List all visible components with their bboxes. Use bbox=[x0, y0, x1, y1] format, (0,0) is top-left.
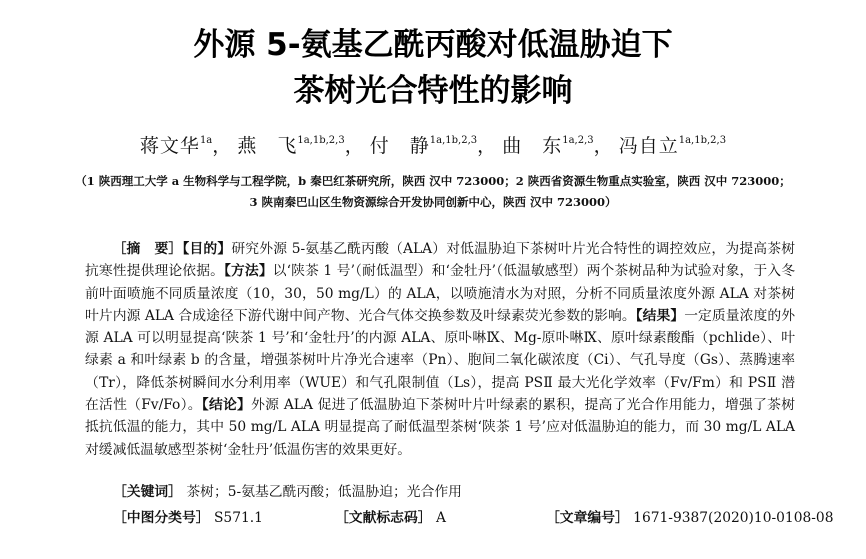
author-affiliation-mark: 1a,1b,2,3 bbox=[678, 135, 727, 146]
author-affiliation-mark: 1a,1b,2,3 bbox=[429, 135, 478, 146]
result-label: 【结果】 bbox=[635, 307, 685, 324]
author-affiliation-mark: 1a,2,3 bbox=[562, 135, 594, 146]
author bbox=[237, 135, 363, 157]
affiliation-line-2: 3 陕南秦巴山区生物资源综合开发协同创新中心，陕西 汉中 723000） bbox=[249, 195, 617, 209]
author bbox=[619, 135, 726, 157]
keywords-value: 茶树；5-氨基乙酰丙酸；低温胁迫；光合作用 bbox=[186, 484, 462, 500]
keywords bbox=[113, 486, 462, 500]
document-code-label: ［文献标志码］ bbox=[335, 510, 432, 526]
abstract bbox=[85, 238, 795, 461]
method-text: 以‘陕茶 1 号’（耐低温型）和‘金牡丹’（低温敏感型）两个茶树品种为试验对象，于入冬前叶面喷施不同质量浓度（10，30，50 mg/L）的 ALA，以喷施清水为对照，分析不同质量浓度外源 ALA 对茶树叶片内源 ALA 合成途径下游代谢中间产物、光合气体交换参数及叶绿素荧光参数的影响。 bbox=[85, 263, 795, 324]
author bbox=[140, 135, 231, 157]
document-code bbox=[335, 512, 446, 526]
affiliation-line-1: （1 陕西理工大学 a 生物科学与工程学院，b 秦巴红茶研究所，陕西 汉中 723000；2 陕西省资源生物重点实验室，陕西 汉中 723000； bbox=[75, 174, 791, 188]
classification-label: ［中图分类号］ bbox=[113, 510, 210, 526]
author-separator: ， bbox=[477, 135, 497, 157]
keywords-label: ［关键词］ bbox=[113, 484, 182, 500]
classification-value: S571.1 bbox=[213, 510, 263, 526]
method-label: 【方法】 bbox=[224, 263, 273, 280]
abstract-label: ［摘 要］ bbox=[112, 241, 183, 257]
author-list bbox=[0, 136, 866, 156]
conclusion-label: 【结论】 bbox=[201, 397, 252, 414]
author-separator: ， bbox=[212, 135, 232, 157]
article-number-label: ［文章编号］ bbox=[546, 510, 629, 526]
objective-text: 研究外源 5-氨基乙酰丙酸（ALA）对低温胁迫下茶树叶片光合特性的调控效应，为提高茶树抗寒性提供理论依据。 bbox=[85, 241, 795, 280]
author-affiliation-mark: 1a,1b,2,3 bbox=[297, 135, 345, 146]
author bbox=[370, 135, 496, 157]
author-separator: ， bbox=[344, 135, 364, 157]
author-separator: ， bbox=[593, 135, 613, 157]
article-number-value: 1671-9387(2020)10-0108-08 bbox=[633, 510, 834, 526]
title-line-1: 外源 5-氨基乙酰丙酸对低温胁迫下 bbox=[193, 27, 673, 63]
article-number bbox=[546, 512, 833, 526]
author-name: 燕 飞 bbox=[237, 135, 298, 157]
document-code-value: A bbox=[435, 510, 446, 526]
article-metadata bbox=[85, 510, 834, 532]
author-name: 付 静 bbox=[369, 135, 430, 157]
author-affiliation-mark: 1a bbox=[199, 135, 213, 146]
title-line-2: 茶树光合特性的影响 bbox=[293, 73, 573, 109]
author-name: 冯自立 bbox=[618, 135, 679, 157]
author bbox=[502, 135, 612, 157]
author-name: 蒋文华 bbox=[139, 135, 200, 157]
objective-label: 【目的】 bbox=[182, 241, 232, 257]
result-text: 一定质量浓度的外源 ALA 可以明显提高‘陕茶 1 号’和‘金牡丹’的内源 ALA、原卟啉Ⅸ、Mg-原卟啉Ⅸ、原叶绿素酸酯（pchlide）、叶绿素 a 和叶绿素 b 的含量，增强茶树叶片净光合速率（Pn）、胞间二氧化碳浓度（Ci）、气孔导度（Gs）、蒸腾速率（Tr），降低茶树瞬间水分利用率（WUE）和气孔限制值（Ls），提高 PSⅡ 最大光化学效率（Fv/Fm）和 PSⅡ 潜在活性（Fv/Fo）。 bbox=[85, 307, 795, 414]
classification-number bbox=[113, 512, 263, 526]
author-name: 曲 东 bbox=[502, 135, 563, 157]
conclusion-text: 外源 ALA 促进了低温胁迫下茶树叶片叶绿素的累积，提高了光合作用能力，增强了茶树抵抗低温的能力，其中 50 mg/L ALA 明显提高了耐低温型茶树‘陕茶 1 号’应对低温胁迫的能力，而 30 mg/L ALA 对缓减低温敏感型茶树‘金牡丹’低温伤害的效果更好。 bbox=[85, 397, 796, 458]
